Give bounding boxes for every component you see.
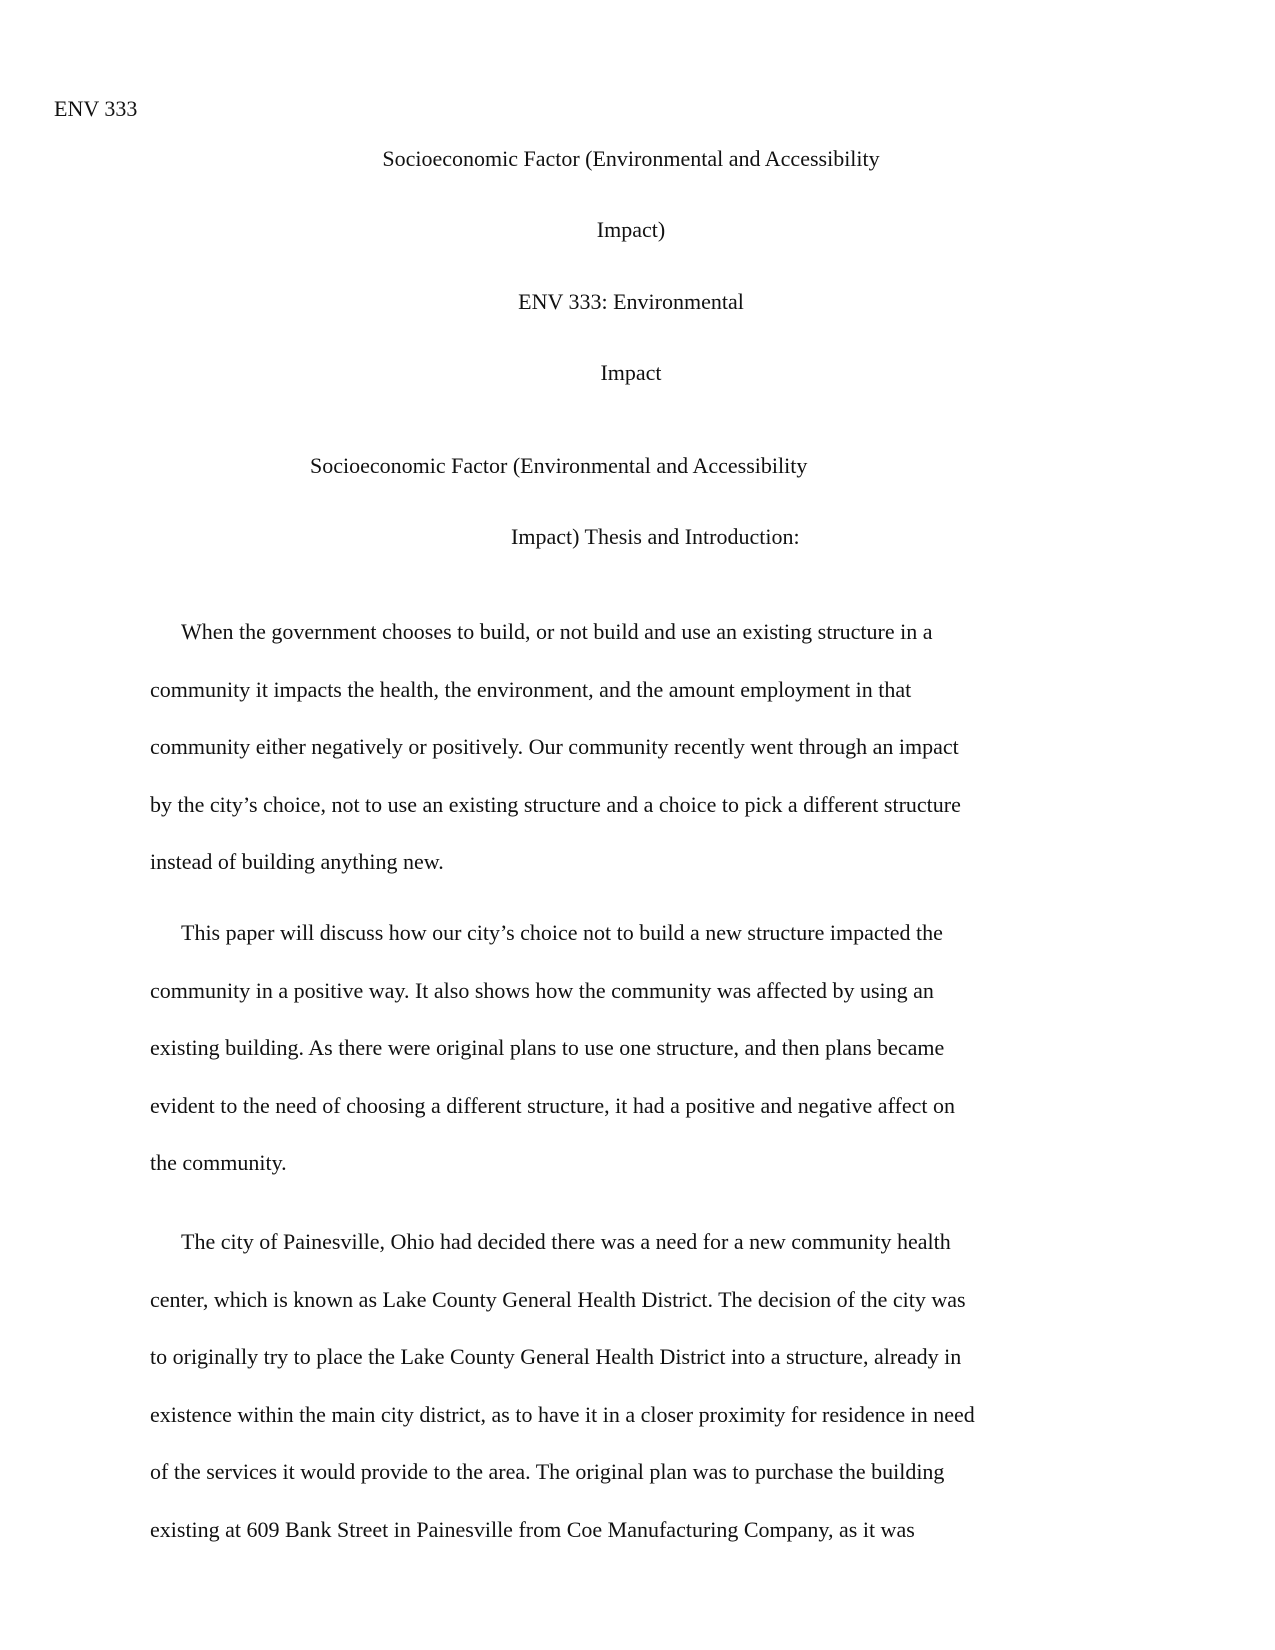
paragraph-1 bbox=[150, 603, 1090, 891]
paragraph-line: community either negatively or positively. Our community recently went through an impact bbox=[150, 734, 959, 759]
paragraph-line: The city of Painesville, Ohio had decided there was a need for a new community health bbox=[181, 1229, 951, 1254]
title-line-1: Socioeconomic Factor (Environmental and Accessibility bbox=[382, 146, 880, 171]
paragraph-2 bbox=[150, 904, 1090, 1192]
paragraph-line: by the city’s choice, not to use an existing structure and a choice to pick a different structure bbox=[150, 791, 961, 817]
paragraph-line: existing at 609 Bank Street in Painesville from Coe Manufacturing Company, as it was bbox=[150, 1516, 915, 1542]
course-code-header: ENV 333 bbox=[54, 96, 138, 121]
paragraph-line: existence within the main city district, as to have it in a closer proximity for residence in need bbox=[150, 1401, 975, 1427]
course-line-1: ENV 333: Environmental bbox=[518, 289, 744, 314]
paragraph-line: community it impacts the health, the environment, and the amount employment in that bbox=[150, 676, 912, 702]
paragraph-3 bbox=[150, 1213, 1090, 1558]
section-heading-line-2: Impact) Thesis and Introduction: bbox=[511, 524, 800, 549]
paragraph-line: When the government chooses to build, or not build and use an existing structure in a bbox=[181, 619, 933, 644]
paragraph-line: the community. bbox=[150, 1150, 287, 1175]
title-line-2: Impact) bbox=[596, 217, 666, 242]
paragraph-line: This paper will discuss how our city’s choice not to build a new structure impacted the bbox=[181, 920, 943, 945]
paragraph-line: existing building. As there were original plans to use one structure, and then plans became bbox=[150, 1035, 945, 1060]
paragraph-line: to originally try to place the Lake County General Health District into a structure, already in bbox=[150, 1344, 962, 1369]
course-line-2: Impact bbox=[600, 360, 662, 385]
paragraph-line: center, which is known as Lake County General Health District. The decision of the city was bbox=[150, 1286, 966, 1312]
paragraph-line: community in a positive way. It also shows how the community was affected by using an bbox=[150, 977, 934, 1003]
paragraph-line: instead of building anything new. bbox=[150, 849, 444, 874]
paragraph-line: of the services it would provide to the area. The original plan was to purchase the building bbox=[150, 1459, 945, 1484]
section-heading-line-1: Socioeconomic Factor (Environmental and Accessibility bbox=[310, 453, 808, 478]
paragraph-line: evident to the need of choosing a different structure, it had a positive and negative affect on bbox=[150, 1092, 955, 1118]
